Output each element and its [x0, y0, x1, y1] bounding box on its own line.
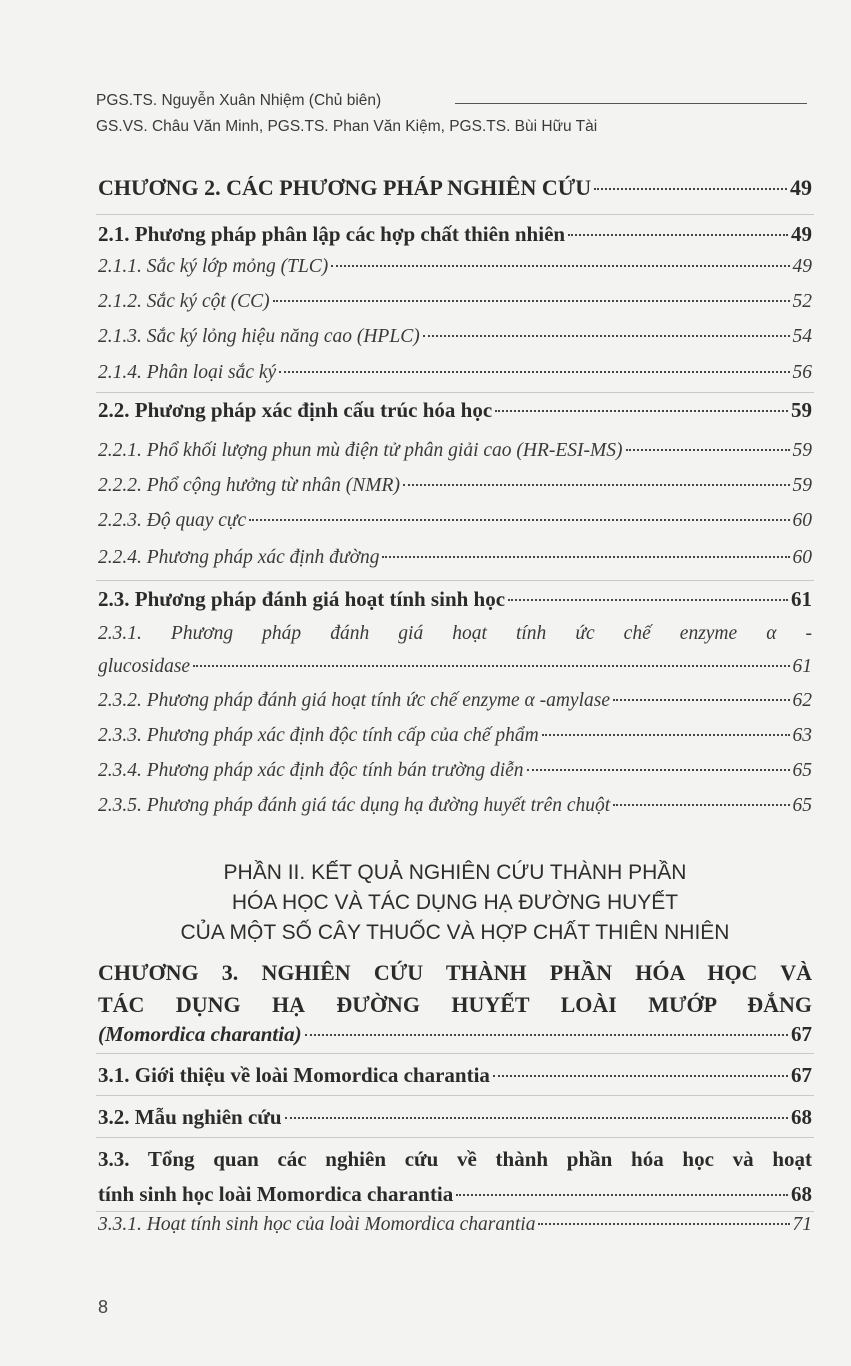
toc-page: 59 — [792, 475, 812, 496]
toc-entry[interactable] — [98, 326, 812, 348]
dot-leader — [527, 769, 790, 771]
toc-chapter-3-line1[interactable]: CHƯƠNG 3. NGHIÊN CỨU THÀNH PHẦN HÓA HỌC VÀ — [98, 960, 812, 985]
toc-label: CHƯƠNG 2. CÁC PHƯƠNG PHÁP NGHIÊN CỨU — [98, 175, 592, 200]
toc-label: 2.1.1. Sắc ký lớp mỏng (TLC) — [98, 256, 329, 277]
toc-chapter-3-line2[interactable]: TÁC DỤNG HẠ ĐƯỜNG HUYẾT LOÀI MƯỚP ĐẮNG — [98, 992, 812, 1017]
toc-entry[interactable] — [98, 1063, 812, 1088]
toc-label: 3.2. Mẫu nghiên cứu — [98, 1105, 282, 1129]
dot-leader — [538, 1223, 789, 1225]
toc-entry[interactable] — [98, 656, 812, 678]
toc-label: 3.1. Giới thiệu về loài Momordica charantia — [98, 1063, 490, 1087]
dot-leader — [542, 734, 790, 736]
toc-entry[interactable] — [98, 690, 812, 712]
toc-label: glucosidase — [98, 656, 191, 677]
toc-page: 63 — [792, 725, 812, 746]
dot-leader — [423, 335, 790, 337]
toc-page: 65 — [792, 760, 812, 781]
toc-page: 61 — [791, 587, 812, 611]
toc-label: 2.3.3. Phương pháp xác định độc tính cấp của chế phẩm — [98, 725, 539, 746]
toc-page: 68 — [791, 1182, 812, 1206]
toc-entry[interactable] — [98, 795, 812, 817]
toc-entry[interactable] — [98, 760, 812, 782]
toc-entry[interactable] — [98, 440, 812, 462]
toc-page: 60 — [792, 510, 812, 531]
toc-entry[interactable] — [98, 362, 812, 384]
header-rule — [455, 103, 807, 104]
author-line-2: GS.VS. Châu Văn Minh, PGS.TS. Phan Văn Kiệm, PGS.TS. Bùi Hữu Tài — [96, 118, 598, 135]
toc-entry-line1[interactable]: 2.3.1. Phương pháp đánh giá hoạt tính ức chế enzyme α - — [98, 623, 812, 644]
toc-label: 2.3. Phương pháp đánh giá hoạt tính sinh học — [98, 587, 506, 611]
toc-label: (Momordica charantia) — [98, 1022, 302, 1046]
toc-label: 2.3.2. Phương pháp đánh giá hoạt tính ức chế enzyme α -amylase — [98, 690, 610, 711]
part-heading-line: HÓA HỌC VÀ TÁC DỤNG HẠ ĐƯỜNG HUYẾT — [231, 891, 679, 914]
part-heading-line: CỦA MỘT SỐ CÂY THUỐC VÀ HỢP CHẤT THIÊN NHIÊN — [180, 921, 730, 944]
toc-label: 2.2.4. Phương pháp xác định đường — [98, 547, 380, 568]
divider — [96, 1211, 814, 1212]
dot-leader — [613, 699, 790, 701]
dot-leader — [305, 1034, 788, 1036]
toc-entry[interactable] — [98, 1214, 812, 1236]
dot-leader — [193, 665, 789, 667]
dot-leader — [403, 484, 790, 486]
toc-label: 2.3.5. Phương pháp đánh giá tác dụng hạ đường huyết trên chuột — [98, 795, 611, 816]
toc-label: 2.3.4. Phương pháp xác định độc tính bán trường diễn — [98, 760, 524, 781]
toc-page: 59 — [792, 440, 812, 461]
toc-chapter-3[interactable] — [98, 1022, 812, 1047]
toc-page: 71 — [792, 1214, 812, 1235]
dot-leader — [594, 188, 787, 190]
toc-label: 2.2.3. Độ quay cực — [98, 510, 247, 531]
divider — [96, 1137, 814, 1138]
toc-page: 49 — [791, 222, 812, 246]
part-heading-line: PHẦN II. KẾT QUẢ NGHIÊN CỨU THÀNH PHẦN — [223, 861, 687, 884]
dot-leader — [493, 1075, 788, 1077]
page-number: 8 — [98, 1297, 109, 1317]
toc-entry-line1[interactable]: 3.3. Tổng quan các nghiên cứu về thành phần hóa học và hoạt — [98, 1147, 812, 1171]
toc-page: 49 — [790, 175, 812, 200]
divider — [96, 580, 814, 581]
toc-page: 54 — [792, 326, 812, 347]
toc-entry[interactable] — [98, 291, 812, 313]
author-line-1: PGS.TS. Nguyễn Xuân Nhiệm (Chủ biên) — [96, 92, 382, 109]
part-heading — [98, 858, 812, 948]
toc-entry[interactable] — [98, 547, 812, 569]
dot-leader — [613, 804, 789, 806]
dot-leader — [285, 1117, 788, 1119]
toc-label: 2.2. Phương pháp xác định cấu trúc hóa học — [98, 398, 493, 422]
dot-leader — [279, 371, 789, 373]
divider — [96, 214, 814, 215]
dot-leader — [249, 519, 789, 521]
toc-entry[interactable] — [98, 222, 812, 247]
dot-leader — [273, 300, 790, 302]
toc-page: 67 — [791, 1022, 812, 1046]
toc-label: 2.1. Phương pháp phân lập các hợp chất thiên nhiên — [98, 222, 566, 246]
toc-entry[interactable] — [98, 587, 812, 612]
dot-leader — [331, 265, 789, 267]
toc-entry[interactable] — [98, 475, 812, 497]
toc-chapter-2[interactable] — [98, 175, 812, 201]
toc-label: 2.1.4. Phân loại sắc ký — [98, 362, 277, 383]
toc-label: tính sinh học loài Momordica charantia — [98, 1182, 454, 1206]
toc-page: 56 — [792, 362, 812, 383]
toc-label: 2.2.2. Phổ cộng hưởng từ nhân (NMR) — [98, 475, 400, 496]
toc-page: 67 — [791, 1063, 812, 1087]
toc-entry[interactable] — [98, 725, 812, 747]
toc-label: 3.3.1. Hoạt tính sinh học của loài Momordica charantia — [98, 1214, 536, 1235]
divider — [96, 392, 814, 393]
toc-entry[interactable] — [98, 398, 812, 423]
toc-label: 2.1.2. Sắc ký cột (CC) — [98, 291, 270, 312]
toc-page: 52 — [792, 291, 812, 312]
toc-page: 68 — [791, 1105, 812, 1129]
toc-entry[interactable] — [98, 1182, 812, 1207]
dot-leader — [456, 1194, 788, 1196]
dot-leader — [568, 234, 788, 236]
dot-leader — [495, 410, 788, 412]
toc-page: 62 — [792, 690, 812, 711]
divider — [96, 1095, 814, 1096]
toc-page: 61 — [792, 656, 812, 677]
toc-page: 65 — [792, 795, 812, 816]
toc-page: 60 — [792, 547, 812, 568]
toc-label: 2.2.1. Phổ khối lượng phun mù điện tử phân giải cao (HR-ESI-MS) — [98, 440, 623, 461]
toc-page: 59 — [791, 398, 812, 422]
toc-entry[interactable] — [98, 1105, 812, 1130]
toc-entry[interactable] — [98, 256, 812, 278]
dot-leader — [508, 599, 788, 601]
dot-leader — [626, 449, 790, 451]
divider — [96, 1053, 814, 1054]
dot-leader — [382, 556, 789, 558]
toc-label: 2.1.3. Sắc ký lỏng hiệu năng cao (HPLC) — [98, 326, 420, 347]
toc-entry[interactable] — [98, 510, 812, 532]
toc-page: 49 — [792, 256, 812, 277]
